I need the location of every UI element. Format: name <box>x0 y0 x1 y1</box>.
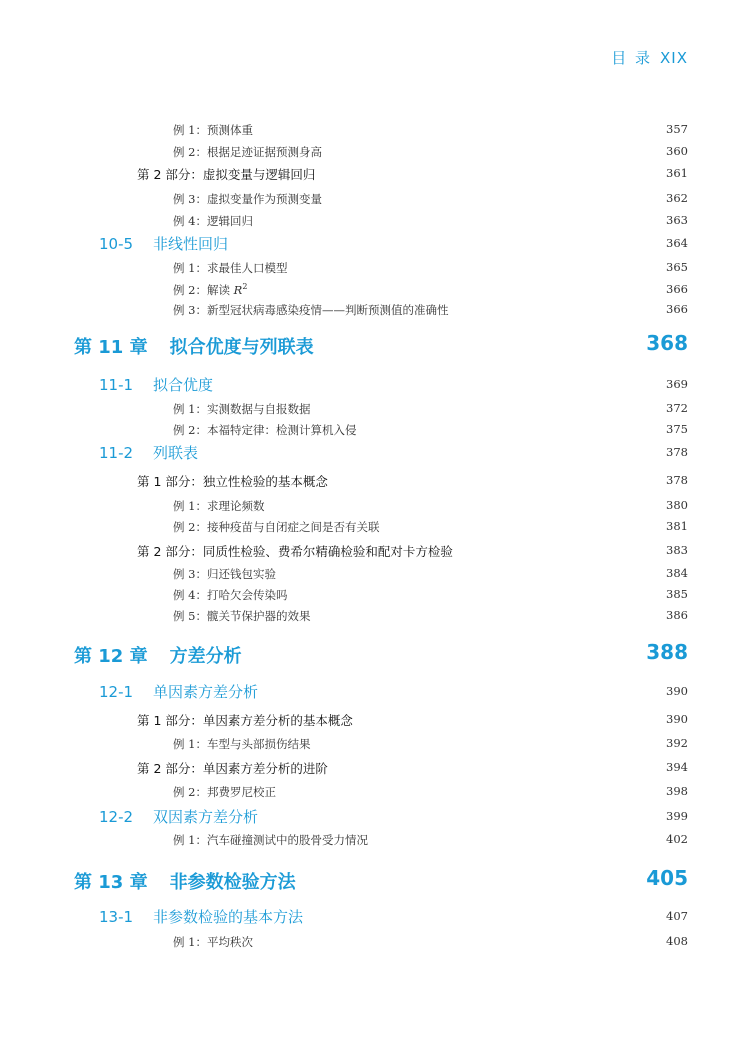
toc-example-title <box>173 422 356 438</box>
toc-page-number: 357 <box>666 122 688 136</box>
part-label: 第 2 部分： <box>137 761 203 776</box>
example-label: 例 1： <box>173 402 207 416</box>
part-title: 单因素方差分析的基本概念 <box>202 713 353 728</box>
toc-chapter-entry[interactable] <box>0 866 750 893</box>
toc-example-title <box>173 498 264 514</box>
example-label: 例 3： <box>173 567 207 581</box>
math-variable: R <box>233 283 243 297</box>
toc-page-number: 375 <box>666 422 688 436</box>
section-title: 双因素方差分析 <box>153 808 259 826</box>
chapter-number: 第 13 章 <box>74 872 148 893</box>
example-label: 例 1： <box>173 833 207 847</box>
example-label: 例 2： <box>173 520 207 534</box>
toc-example-entry[interactable] <box>0 188 750 210</box>
example-title: 汽车碰撞测试中的股骨受力情况 <box>206 833 368 847</box>
section-title: 拟合优度 <box>153 376 214 394</box>
chapter-title: 方差分析 <box>169 646 242 667</box>
toc-part-entry[interactable] <box>0 757 750 779</box>
toc-section-title <box>99 681 258 702</box>
example-label: 例 4： <box>173 214 207 228</box>
toc-page-number: 394 <box>666 760 688 774</box>
toc-section-entry[interactable] <box>0 374 750 396</box>
part-title: 虚拟变量与逻辑回归 <box>202 167 316 182</box>
toc-section-title <box>99 906 303 927</box>
toc-example-title <box>173 566 276 582</box>
toc-example-entry[interactable] <box>0 829 750 851</box>
toc-section-entry[interactable] <box>0 233 750 255</box>
toc-example-entry[interactable] <box>0 210 750 232</box>
section-title: 单因素方差分析 <box>153 683 259 701</box>
toc-page-number: 408 <box>666 934 688 948</box>
section-title: 非线性回归 <box>153 235 229 253</box>
example-title: 虚拟变量作为预测变量 <box>206 192 322 206</box>
example-label: 例 2： <box>173 145 207 159</box>
toc-page-number: 399 <box>666 809 688 823</box>
toc-page-number: 384 <box>666 566 688 580</box>
toc-page-number: 366 <box>666 282 688 296</box>
example-label: 例 3： <box>173 303 207 317</box>
toc-chapter-title <box>74 642 242 668</box>
toc-example-title <box>173 608 310 624</box>
toc-example-title <box>173 144 322 160</box>
toc-page-number: 378 <box>666 445 688 459</box>
toc-example-entry[interactable] <box>0 584 750 606</box>
toc-example-entry[interactable] <box>0 563 750 585</box>
toc-chapter-title <box>74 868 296 894</box>
toc-example-title <box>173 934 253 950</box>
toc-part-entry[interactable] <box>0 709 750 731</box>
toc-example-title <box>173 587 287 603</box>
toc-example-entry[interactable] <box>0 257 750 279</box>
toc-section-entry[interactable] <box>0 681 750 703</box>
toc-example-title <box>173 519 379 535</box>
toc-chapter-title <box>74 333 314 359</box>
toc-example-title <box>173 260 287 276</box>
toc-section-entry[interactable] <box>0 806 750 828</box>
toc-page-number: 372 <box>666 401 688 415</box>
toc-example-entry[interactable] <box>0 781 750 803</box>
example-label: 例 2： <box>173 785 207 799</box>
toc-page-number: 366 <box>666 302 688 316</box>
toc-chapter-entry[interactable] <box>0 640 750 667</box>
example-title: 实测数据与自报数据 <box>206 402 311 416</box>
example-title: 归还钱包实验 <box>206 567 276 581</box>
toc-page-number: 383 <box>666 543 688 557</box>
section-title: 非参数检验的基本方法 <box>153 908 304 926</box>
toc-page-number: 381 <box>666 519 688 533</box>
section-number: 10-5 <box>99 235 134 253</box>
chapter-title: 非参数检验方法 <box>169 872 296 893</box>
toc-page-number: 405 <box>646 866 688 890</box>
toc-example-entry[interactable] <box>0 141 750 163</box>
part-label: 第 2 部分： <box>137 544 203 559</box>
toc-page-number: 368 <box>646 331 688 355</box>
toc-page-number: 386 <box>666 608 688 622</box>
section-number: 13-1 <box>99 908 134 926</box>
toc-page-number: 398 <box>666 784 688 798</box>
section-title: 列联表 <box>153 444 199 462</box>
toc-section-entry[interactable] <box>0 442 750 464</box>
toc-page-number: 402 <box>666 832 688 846</box>
example-title: 预测体重 <box>206 123 253 137</box>
example-title: 逻辑回归 <box>206 214 253 228</box>
example-title: 髋关节保护器的效果 <box>206 609 311 623</box>
toc-chapter-entry[interactable] <box>0 331 750 358</box>
toc-example-title <box>173 213 253 229</box>
toc-part-title <box>137 759 328 777</box>
example-title: 打哈欠会传染吗 <box>206 588 288 602</box>
part-label: 第 1 部分： <box>137 713 203 728</box>
toc-part-entry[interactable] <box>0 540 750 562</box>
example-label: 例 4： <box>173 588 207 602</box>
toc-example-title <box>173 784 276 800</box>
example-title: 车型与头部损伤结果 <box>206 737 311 751</box>
toc-page-number: 362 <box>666 191 688 205</box>
toc-section-title <box>99 374 213 395</box>
toc-page-number: 385 <box>666 587 688 601</box>
toc-page-number: 388 <box>646 640 688 664</box>
example-title: 平均秩次 <box>206 935 253 949</box>
example-title: 根据足迹证据预测身高 <box>206 145 322 159</box>
example-title: 求理论频数 <box>206 499 265 513</box>
toc-example-entry[interactable] <box>0 299 750 321</box>
toc-example-entry[interactable] <box>0 516 750 538</box>
toc-page-number: 380 <box>666 498 688 512</box>
example-title: 接种疫苗与自闭症之间是否有关联 <box>206 520 380 534</box>
section-number: 12-2 <box>99 808 134 826</box>
example-label: 例 5： <box>173 609 207 623</box>
example-title: 解读 $R^2$ <box>206 282 248 297</box>
toc-example-title <box>173 191 322 207</box>
toc-page-number: 363 <box>666 213 688 227</box>
toc-example-entry[interactable] <box>0 398 750 420</box>
section-number: 11-2 <box>99 444 134 462</box>
toc-example-title <box>173 736 310 752</box>
superscript: 2 <box>242 282 248 292</box>
example-title: 新型冠状病毒感染疫情——判断预测值的准确性 <box>206 303 449 317</box>
header-page-number: XIX <box>660 49 688 67</box>
example-title: 求最佳人口模型 <box>206 261 288 275</box>
part-title: 单因素方差分析的进阶 <box>202 761 328 776</box>
toc-example-entry[interactable] <box>0 419 750 441</box>
toc-page-number: 364 <box>666 236 688 250</box>
toc-page-number: 365 <box>666 260 688 274</box>
toc-page-number: 378 <box>666 473 688 487</box>
toc-page-number: 361 <box>666 166 688 180</box>
example-label: 例 2： <box>173 283 207 297</box>
toc-part-entry[interactable] <box>0 163 750 185</box>
example-label: 例 1： <box>173 123 207 137</box>
section-number: 11-1 <box>99 376 134 394</box>
toc-page-number: 407 <box>666 909 688 923</box>
toc-example-entry[interactable] <box>0 931 750 953</box>
example-title: 邦费罗尼校正 <box>206 785 276 799</box>
toc-page-number: 392 <box>666 736 688 750</box>
toc-example-entry[interactable] <box>0 119 750 141</box>
toc-example-entry[interactable] <box>0 495 750 517</box>
example-label: 例 1： <box>173 935 207 949</box>
toc-page-number: 369 <box>666 377 688 391</box>
toc-section-title <box>99 442 198 463</box>
toc-page-number: 360 <box>666 144 688 158</box>
example-label: 例 2： <box>173 423 207 437</box>
toc-section-entry[interactable] <box>0 906 750 928</box>
example-label: 例 1： <box>173 499 207 513</box>
chapter-title: 拟合优度与列联表 <box>169 337 314 358</box>
toc-example-title <box>173 832 368 848</box>
toc-example-entry[interactable] <box>0 733 750 755</box>
part-label: 第 1 部分： <box>137 474 203 489</box>
toc-part-title <box>137 165 315 183</box>
toc-part-title <box>137 711 353 729</box>
example-label: 例 1： <box>173 737 207 751</box>
toc-section-title <box>99 233 228 254</box>
part-title: 独立性检验的基本概念 <box>202 474 328 489</box>
section-number: 12-1 <box>99 683 134 701</box>
part-label: 第 2 部分： <box>137 167 203 182</box>
toc-example-entry[interactable] <box>0 279 750 301</box>
header-title: 目 录 <box>611 49 653 67</box>
toc-example-title <box>173 122 253 138</box>
page-header <box>611 47 688 68</box>
toc-example-title <box>173 302 448 318</box>
chapter-number: 第 12 章 <box>74 646 148 667</box>
toc-part-entry[interactable] <box>0 470 750 492</box>
part-title: 同质性检验、费希尔精确检验和配对卡方检验 <box>202 544 453 559</box>
toc-page-number: 390 <box>666 684 688 698</box>
toc-part-title <box>137 542 453 560</box>
toc-part-title <box>137 472 328 490</box>
example-label: 例 3： <box>173 192 207 206</box>
toc-example-title <box>173 282 247 298</box>
example-label: 例 1： <box>173 261 207 275</box>
toc-section-title <box>99 806 258 827</box>
example-title: 本福特定律：检测计算机入侵 <box>206 423 357 437</box>
chapter-number: 第 11 章 <box>74 337 148 358</box>
toc-example-title <box>173 401 310 417</box>
toc-example-entry[interactable] <box>0 605 750 627</box>
toc-page-number: 390 <box>666 712 688 726</box>
